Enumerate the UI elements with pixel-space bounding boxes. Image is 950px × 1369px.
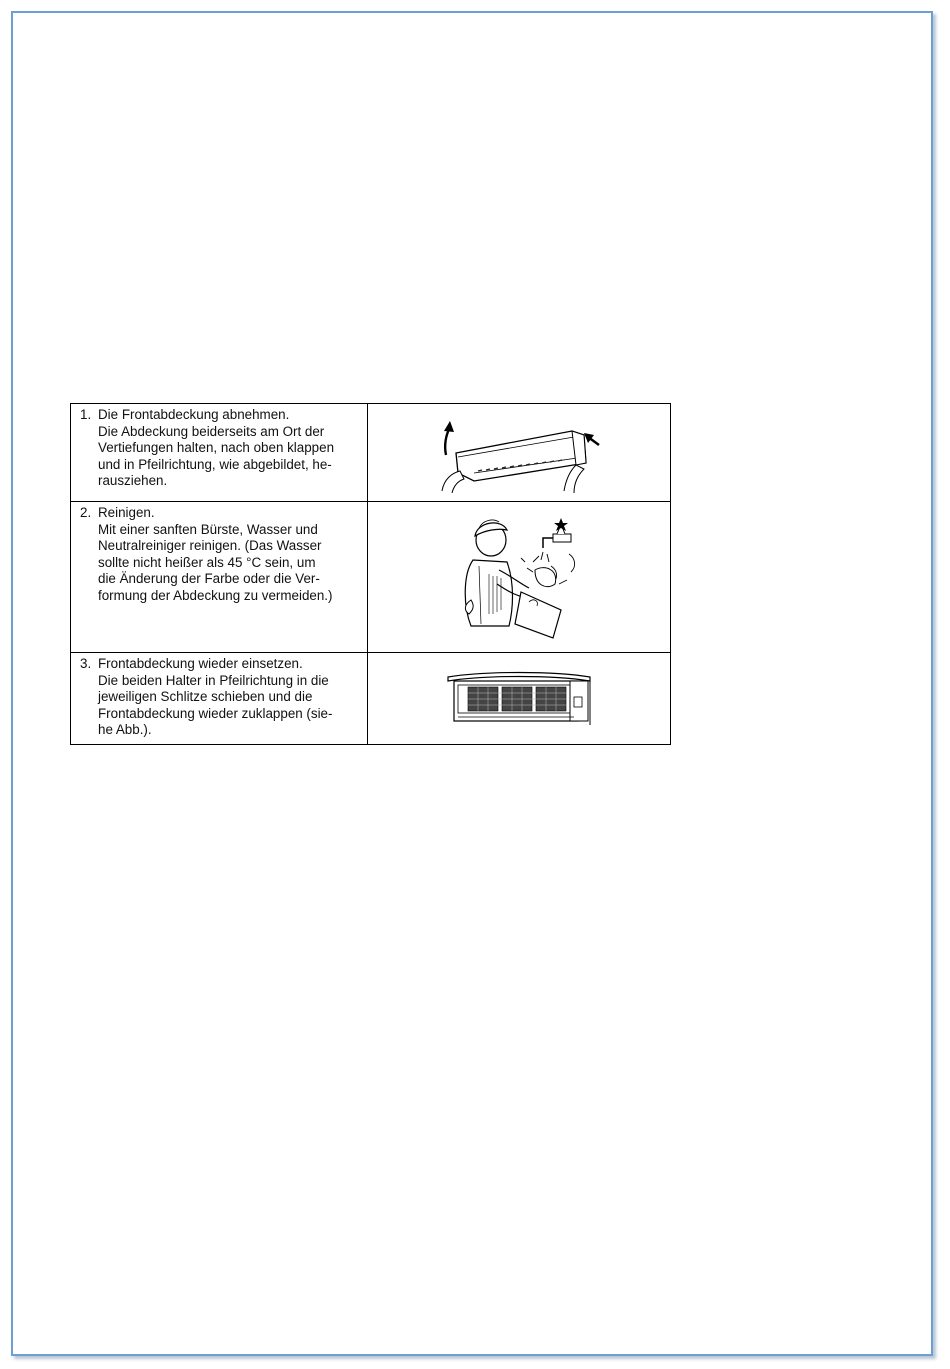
- step-1-line: rausziehen.: [98, 473, 168, 489]
- step-2-line: Mit einer sanften Bürste, Wasser und: [98, 521, 318, 537]
- step-3-line: jeweiligen Schlitze schieben und die: [98, 689, 313, 705]
- ac-unit-open-cover-illustration: [434, 413, 604, 493]
- step-1-title: Die Frontabdeckung abnehmen.: [98, 407, 290, 422]
- step-3-line: Die beiden Halter in Pfeilrichtung in die: [98, 672, 329, 688]
- step-3-number: 3.: [80, 656, 92, 671]
- step-2-line: die Änderung der Farbe oder die Ver-: [98, 571, 320, 587]
- step-1-line: und in Pfeilrichtung, wie abgebildet, he-: [98, 456, 332, 472]
- person-washing-cover-illustration: [449, 514, 589, 640]
- step-3-text-cell: [71, 653, 368, 745]
- step-2-body: [80, 522, 361, 605]
- step-1-line: Vertiefungen halten, nach oben klappen: [98, 440, 335, 456]
- step-row-3: [71, 653, 671, 745]
- step-3-title: Frontabdeckung wieder einsetzen.: [98, 656, 303, 671]
- step-1-image-cell: [368, 404, 671, 502]
- step-1-text-cell: [71, 404, 368, 502]
- step-2-image-cell: [368, 502, 671, 653]
- step-3-line: he Abb.).: [98, 722, 152, 738]
- step-1-body: [80, 424, 361, 490]
- step-2-number: 2.: [80, 505, 92, 520]
- step-2-text-cell: [71, 502, 368, 653]
- step-2-line: formung der Abdeckung zu vermeiden.): [98, 587, 333, 603]
- cleaning-steps-table: [70, 403, 671, 745]
- step-2-line: sollte nicht heißer als 45 °C sein, um: [98, 554, 316, 570]
- step-row-1: [71, 404, 671, 502]
- step-1-number: 1.: [80, 407, 92, 422]
- ac-unit-filter-illustration: [444, 669, 594, 729]
- step-row-2: [71, 502, 671, 653]
- step-2-title: Reinigen.: [98, 505, 155, 520]
- step-3-body: [80, 673, 361, 739]
- step-1-line: Die Abdeckung beiderseits am Ort der: [98, 423, 325, 439]
- step-2-line: Neutralreiniger reinigen. (Das Wasser: [98, 538, 322, 554]
- step-3-image-cell: [368, 653, 671, 745]
- step-3-line: Frontabdeckung wieder zuklappen (sie-: [98, 705, 333, 721]
